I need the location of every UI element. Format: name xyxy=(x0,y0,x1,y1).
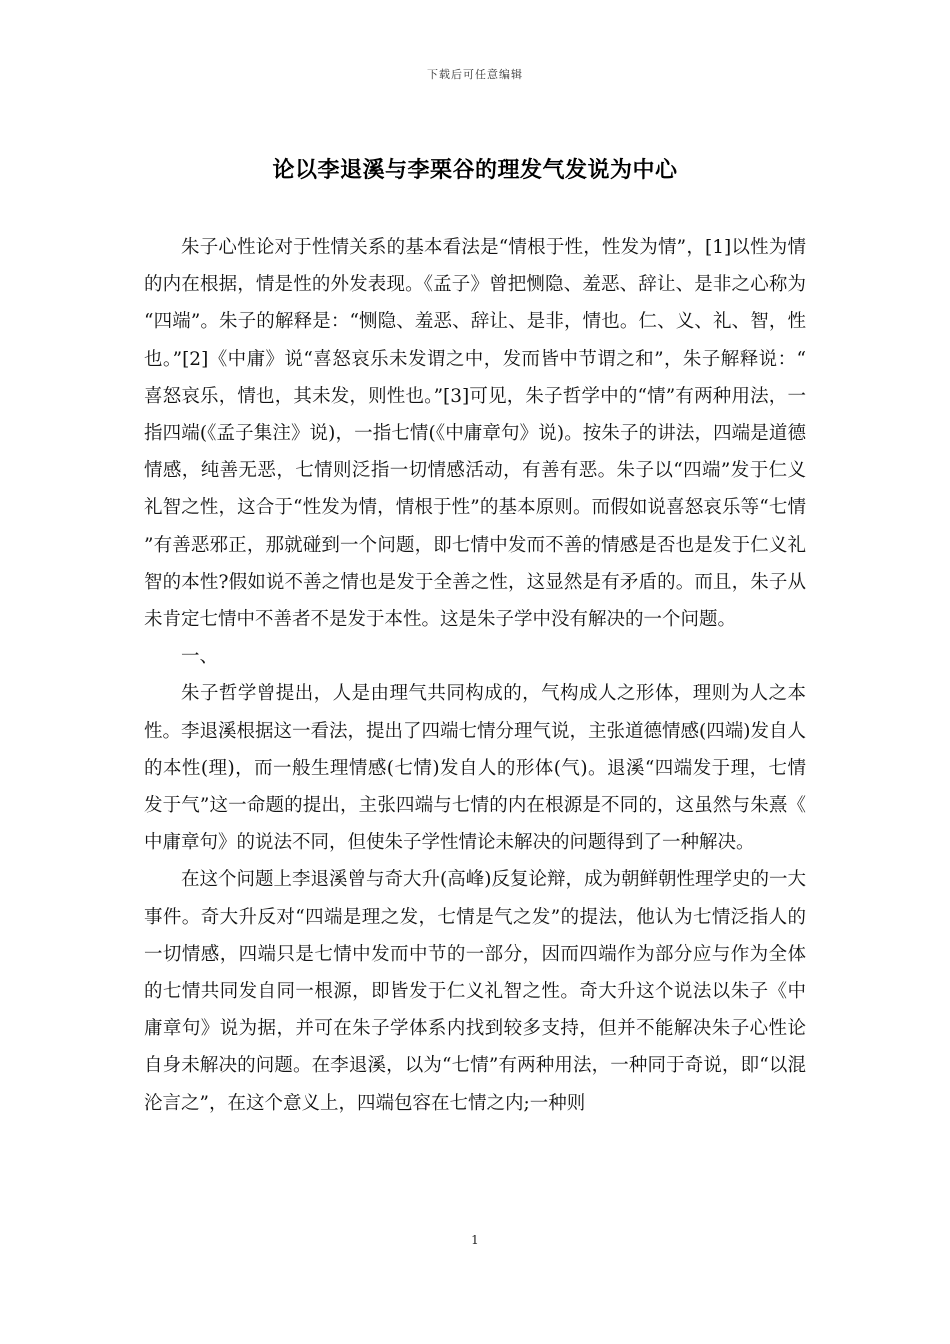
section-heading: 一、 xyxy=(181,646,219,668)
paragraph-debate: 在这个问题上李退溪曾与奇大升(高峰)反复论辩，成为朝鲜朝性理学史的一大事件。奇大升反对“四端是理之发，七情是气之发”的提法，他认为七情泛指人的一切情感，四端只是七情中发而中节的一部分，因而四端作为部分应与作为全体的七情共同发自同一根源，即皆发于仁义礼智之性。奇大升这个说法以朱子《中庸章句》说为据，并可在朱子学体系内找到较多支持，但并不能解决朱子心性论自身未解决的问题。在李退溪，以为“七情”有两种用法，一种同于奇说，即“以混沦言之”，在这个意义上，四端包容在七情之内;一种则 xyxy=(144,869,806,1114)
page-header-note: 下载后可任意编辑 xyxy=(427,68,523,81)
document-body xyxy=(144,229,806,1122)
document-title: 论以李退溪与李栗谷的理发气发说为中心 xyxy=(272,158,678,183)
page-number: 1 xyxy=(471,1233,479,1247)
paragraph-intro: 朱子心性论对于性情关系的基本看法是“情根于性，性发为情”，[1]以性为情的内在根据，情是性的外发表现。《孟子》曾把恻隐、羞恶、辞让、是非之心称为“四端”。朱子的解释是：“恻隐、羞恶、辞让、是非，情也。仁、义、礼、智，性也。”[2]《中庸》说“喜怒哀乐未发谓之中，发而皆中节谓之和”，朱子解释说：“喜怒哀乐，情也，其未发，则性也。”[3]可见，朱子哲学中的“情”有两种用法，一指四端(《孟子集注》说)，一指七情(《中庸章句》说)。按朱子的讲法，四端是道德情感，纯善无恶，七情则泛指一切情感活动，有善有恶。朱子以“四端”发于仁义礼智之性，这合于“性发为情，情根于性”的基本原则。而假如说喜怒哀乐等“七情”有善恶邪正，那就碰到一个问题，即七情中发而不善的情感是否也是发于仁义礼智的本性?假如说不善之情也是发于全善之性，这显然是有矛盾的。而且，朱子从未肯定七情中不善者不是发于本性。这是朱子学中没有解决的一个问题。 xyxy=(144,237,806,631)
paragraph-li-toegye: 朱子哲学曾提出，人是由理气共同构成的，气构成人之形体，理则为人之本性。李退溪根据这一看法，提出了四端七情分理气说，主张道德情感(四端)发自人的本性(理)，而一般生理情感(七情)发自人的形体(气)。退溪“四端发于理，七情发于气”这一命题的提出，主张四端与七情的内在根源是不同的，这虽然与朱熹《中庸章句》的说法不同，但使朱子学性情论未解决的问题得到了一种解决。 xyxy=(144,683,806,854)
